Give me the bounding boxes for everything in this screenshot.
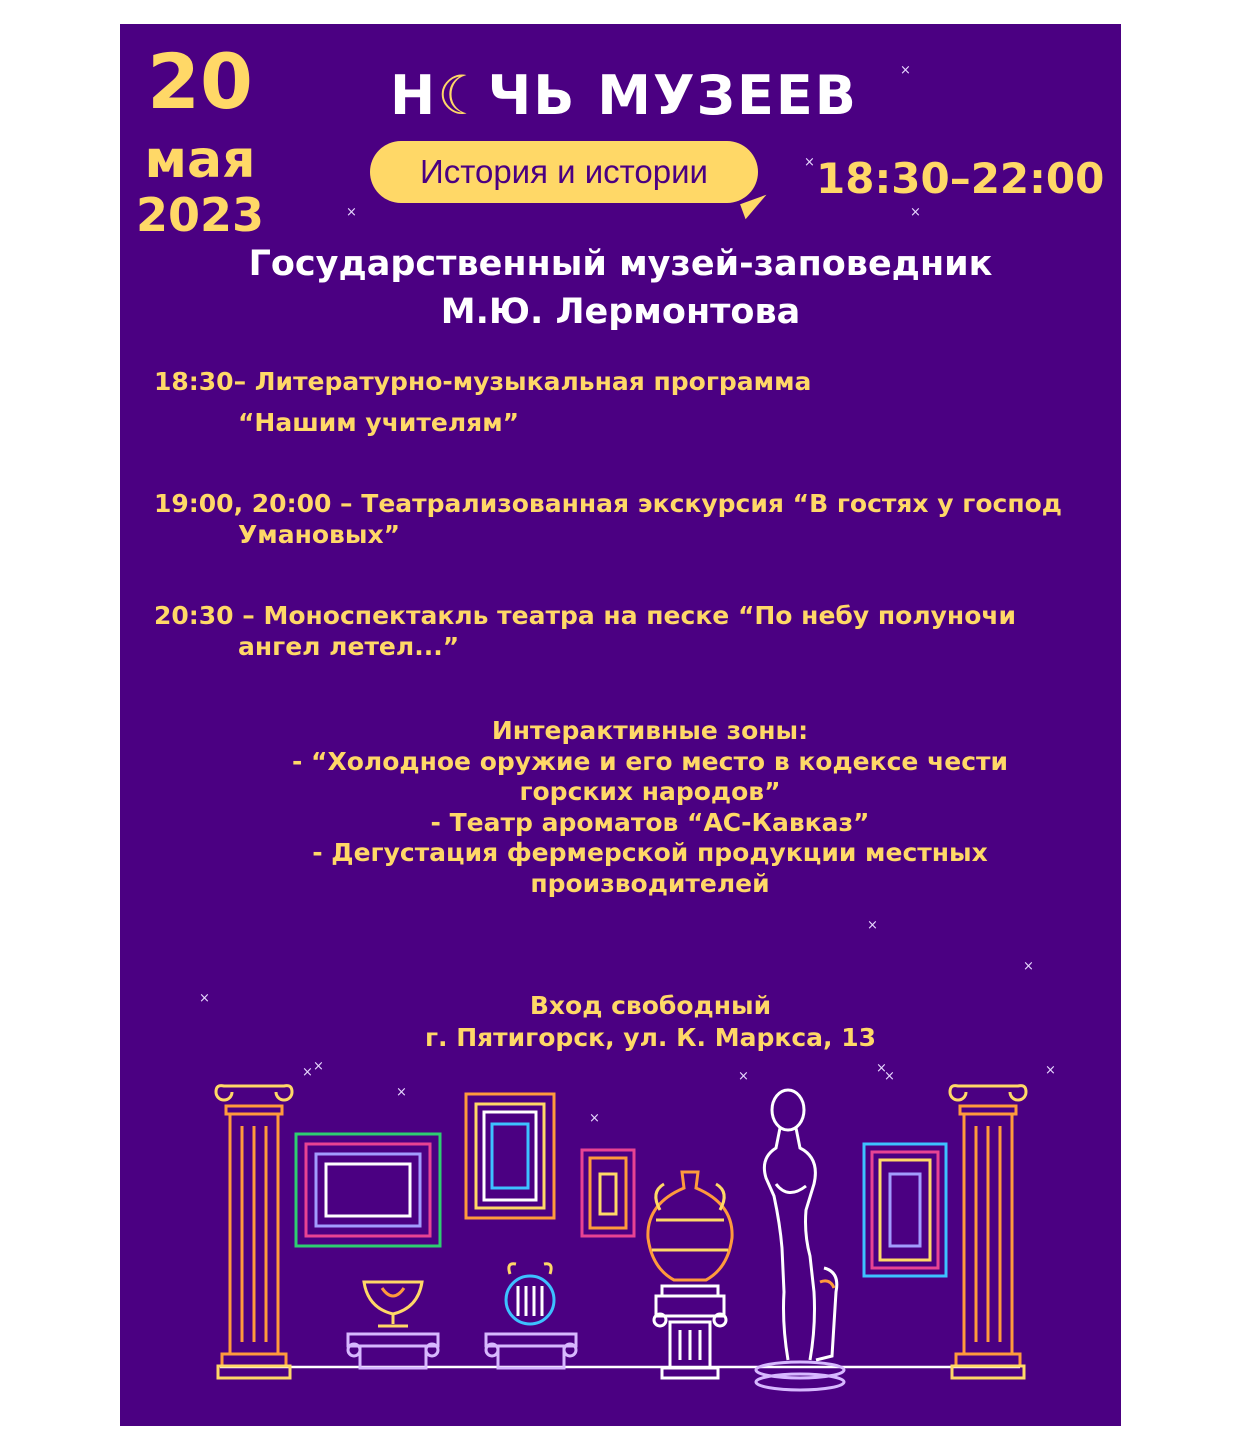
- free-entry: Вход свободный: [529, 991, 772, 1020]
- picture-frame-icon: [582, 1150, 634, 1236]
- event-line2: Умановых”: [238, 520, 401, 549]
- zones-line: - Дегустация фермерской продукции местных: [312, 838, 988, 867]
- event-line2: ангел летел...”: [238, 632, 460, 661]
- star-icon: ×: [313, 1059, 324, 1074]
- right-column-icon: [950, 1086, 1026, 1378]
- date-month: мая: [144, 130, 256, 190]
- left-column-icon: [216, 1086, 292, 1378]
- tagline: История и истории: [420, 153, 708, 190]
- poster: [120, 24, 1121, 1426]
- zones-line: - Театр ароматов “АС-Кавказ”: [430, 807, 870, 837]
- amphora-icon: [648, 1172, 732, 1280]
- logo-text-start: Н: [390, 64, 438, 127]
- star-icon: ×: [199, 991, 210, 1006]
- star-icon: ×: [302, 1065, 313, 1080]
- picture-frame-icon: [296, 1134, 440, 1246]
- star-icon: ×: [738, 1069, 749, 1084]
- star-icon: ×: [867, 918, 878, 933]
- pedestal-icon: [654, 1286, 726, 1378]
- star-icon: ×: [396, 1085, 407, 1100]
- star-icon: ×: [346, 205, 357, 220]
- star-icon: ×: [804, 155, 815, 170]
- star-icon: ×: [900, 63, 911, 78]
- star-icon: ×: [589, 1111, 600, 1126]
- star-icon: ×: [1045, 1063, 1056, 1078]
- star-icon: ×: [1023, 959, 1034, 974]
- picture-frame-icon: [466, 1094, 554, 1218]
- event-line2: “Нашим учителям”: [238, 408, 520, 437]
- zones-line: горских народов”: [519, 777, 781, 806]
- address: г. Пятигорск, ул. К. Маркса, 13: [424, 1023, 877, 1052]
- logo-text-end: ЧЬ МУЗЕЕВ: [487, 64, 858, 127]
- picture-frame-icon: [864, 1144, 946, 1276]
- event-line1: 19:00, 20:00 – Театрализованная экскурсия “В гостях у господ: [154, 489, 1062, 518]
- zones-heading: Интерактивные зоны:: [491, 716, 809, 745]
- statue-icon: [756, 1090, 844, 1390]
- star-icon: ×: [884, 1069, 895, 1084]
- moon-icon: ☾: [437, 64, 488, 127]
- zones-line: - “Холодное оружие и его место в кодексе чести: [291, 746, 1009, 776]
- event-line1: 18:30– Литературно-музыкальная программа: [154, 367, 812, 396]
- pedestal-icon: [348, 1334, 438, 1368]
- star-icon: ×: [910, 205, 921, 220]
- museum-title-line2: М.Ю. Лермонтова: [440, 292, 801, 332]
- museum-title-line1: Государственный музей-заповедник: [248, 244, 993, 284]
- bowl-icon: [364, 1282, 422, 1326]
- pedestal-icon: [486, 1334, 576, 1368]
- star-icon: ×: [876, 1061, 887, 1076]
- date-day: 20: [147, 37, 253, 126]
- time-range: 18:30–22:00: [816, 154, 1105, 203]
- lyre-icon: [506, 1264, 554, 1324]
- zones-line: производителей: [530, 868, 770, 898]
- event-line1: 20:30 – Моноспектакль театра на песке “По небу полуночи: [154, 601, 1017, 630]
- date-year: 2023: [135, 188, 265, 242]
- museum-hall-illustration: [120, 24, 1121, 1426]
